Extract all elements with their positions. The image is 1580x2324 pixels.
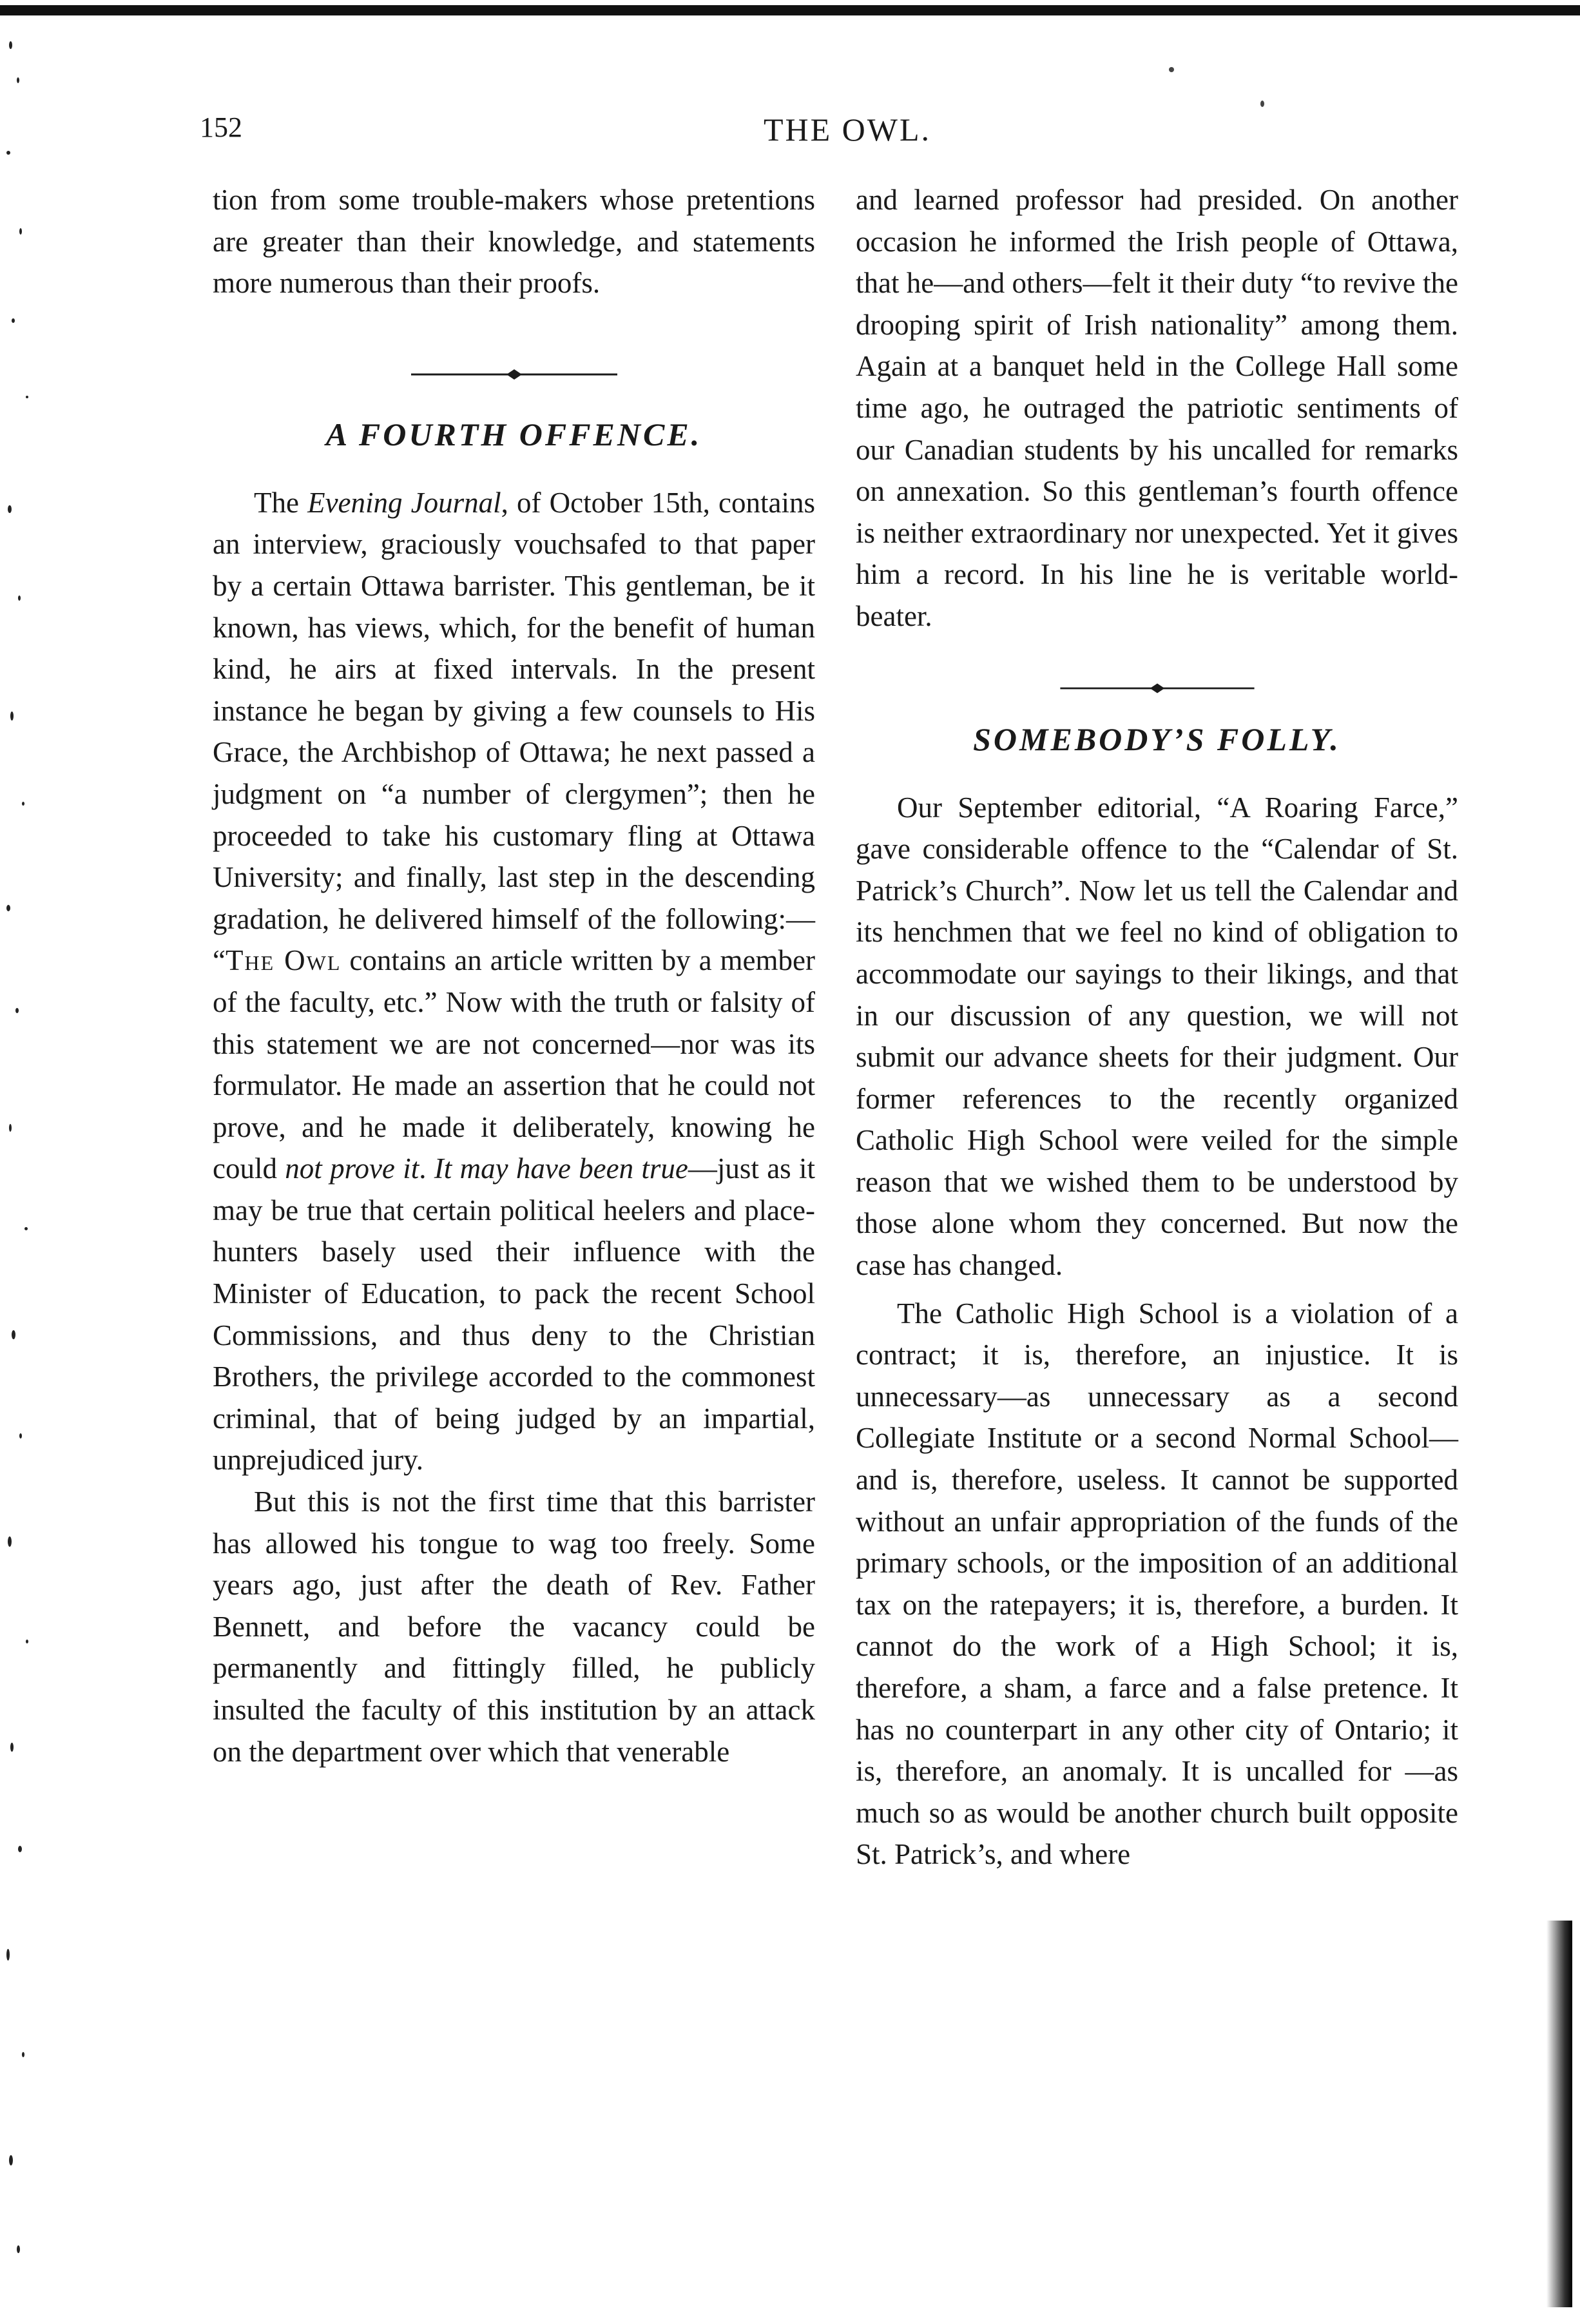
running-title: THE OWL.: [763, 111, 932, 148]
publication-title: Evening Journal: [307, 486, 501, 519]
page-number: 152: [200, 111, 242, 143]
paragraph-text: contains an article written by a member of the faculty, etc.” Now with the truth or falsity of this statement we are not concerned—nor was its formulator. He made an assertion that he could not prove, and he made it deliberately, knowing he could: [213, 944, 815, 1185]
section-title-fourth-offence: A FOURTH OFFENCE.: [325, 416, 702, 452]
emphasis-text: not prove it: [285, 1152, 419, 1185]
section-divider-ornament: [405, 363, 624, 385]
page-header: [200, 111, 1495, 162]
paragraph-text: .: [419, 1152, 434, 1185]
left-column: [213, 179, 815, 1772]
top-page-edge-rule: [0, 5, 1580, 15]
owl-name-inline: The Owl: [225, 944, 342, 977]
paragraph-text: —just as it may be true that certain political heelers and place-hunters basely used their influence with the Minister of Education, to pack the recent School Commissions, and thus deny to the Christian Brothers, the privilege accorded to the commonest criminal, that of being judged by an impartial, unprejudiced jury.: [213, 1152, 816, 1477]
paragraph: But this is not the first time that this barrister has allowed his tongue to wag too freely. Some years ago, just after the death of Rev. Father Bennett, and before the vacancy could be permanently and fittingly filled, he publicly insulted the faculty of this institution by an attack on the department over which that venerable: [213, 1486, 815, 1768]
right-margin-speck: [1169, 67, 1174, 72]
section-title-somebodys-folly: SOMEBODY’S FOLLY.: [973, 721, 1341, 757]
continuation-paragraph: and learned professor had presided. On another occasion he informed the Irish people of Ottawa, that he—and others—felt it their duty “to revive the drooping spirit of Irish nationality” among them. Again at a banquet held in the College Hall some time ago, he outraged the patriotic sentiments of our Canadian students by his uncalled for remarks on annexation. So this gentleman’s fourth offence is neither extraordinary nor unexpected. Yet it gives him a record. In his line he is veritable world-beater.: [856, 184, 1458, 632]
right-margin-shadow: [1546, 1921, 1572, 2307]
paragraph-spacer: [856, 1286, 1458, 1293]
right-column: [856, 179, 1458, 1875]
paragraph: Our September editorial, “A Roaring Farce,” gave considerable offence to the “Calendar of St. Patrick’s Church”. Now let us tell the Calendar and its henchmen that we feel no kind of obligation to accommodate our sayings to their likings, and that in our discussion of any question, we will not submit our advance sheets for their judgment. Our former references to the recently organized Catholic High School were veiled for the simple reason that we wished them to be understood by those alone whom they concerned. But now the case has changed.: [856, 791, 1458, 1282]
paragraph-text: , of October 15th, contains an interview, graciously vouchsafed to that paper by a certain Ottawa barrister. This gentleman, be it known, has views, which, for the benefit of human kind, he airs at fixed intervals. In the present instance he began by giving a few counsels to His Grace, the Archbishop of Ottawa; he next passed a judgment on “a number of clergymen”; then he proceeded to take his customary fling at Ottawa University; and finally, last step in the descending gradation, he delivered himself of the following:— “: [213, 486, 815, 977]
paragraph: The Catholic High School is a violation of a contract; it is, therefore, an injustice. It is unnecessary—as unnecessary as a second Collegiate Institute or a second Normal School—and is, therefore, useless. It cannot be supported without an unfair appropriation of the funds of the primary schools, or the imposition of an additional tax on the ratepayers; it is, therefore, a burden. It cannot do the work of a High School; it is, therefore, a sham, a farce and a false pretence. It has no counterpart in any other city of Ontario; it is, therefore, an anomaly. It is uncalled for —as much so as would be another church built opposite St. Patrick’s, and where: [856, 1297, 1458, 1871]
paragraph: [213, 482, 815, 1481]
emphasis-text: It may have been true: [434, 1152, 688, 1185]
left-margin-scan-specks: [0, 15, 71, 2324]
section-divider-ornament: [1054, 677, 1260, 699]
opening-paragraph: tion from some trouble-makers whose pretentions are greater than their knowledge, and statements more numerous than their proofs.: [213, 184, 815, 300]
right-margin-speck: [1260, 101, 1264, 107]
paragraph-lead: The: [254, 486, 299, 519]
